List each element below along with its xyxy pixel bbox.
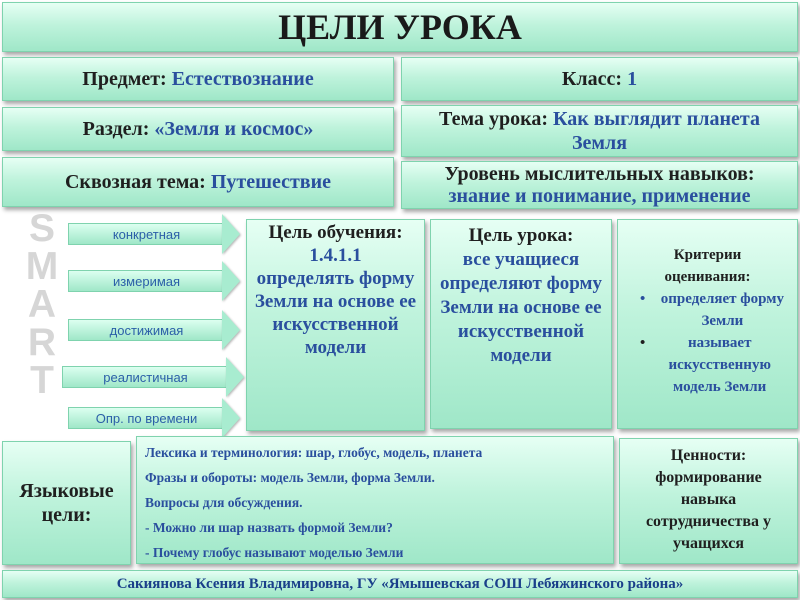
smart-letter-a: A <box>27 283 57 326</box>
section-label: Раздел: <box>82 117 150 140</box>
section-box <box>2 107 394 151</box>
language-goals-line: Фразы и обороты: модель Земли, форма Земли. <box>145 470 435 485</box>
language-goals-line: - Можно ли шар назвать формой Земли? <box>145 520 393 535</box>
smart-arrow-label: Опр. по времени <box>68 407 224 429</box>
learning-goal-text: определять форму Земли на основе ее искусственной модели <box>254 268 417 358</box>
learning-goal-box <box>246 219 425 431</box>
smart-letters <box>22 207 62 402</box>
grade-value: 1 <box>627 67 638 90</box>
smart-arrow-measurable <box>68 261 240 301</box>
lesson-goal-text: все учащиеся определяют форму Земли на основе ее искусственной модели <box>440 249 602 366</box>
topic-label: Тема урока: <box>439 108 548 130</box>
subject-box <box>2 57 394 101</box>
arrow-head-icon <box>222 261 240 301</box>
criteria-box <box>617 219 798 429</box>
topic-value: Как выглядит планета Земля <box>552 108 760 154</box>
smart-arrow-timebound <box>68 398 240 438</box>
smart-arrow-label: достижимая <box>68 319 224 341</box>
smart-arrow-achievable <box>68 310 240 350</box>
arrow-head-icon <box>222 310 240 350</box>
lesson-goal-label: Цель урока: <box>468 225 574 246</box>
smart-arrow-realistic <box>62 357 244 397</box>
page-title-box <box>2 2 798 52</box>
thinking-level-box <box>401 161 798 209</box>
language-goals-label: Языковые цели: <box>19 480 114 526</box>
criteria-item <box>618 288 797 332</box>
bullet-icon: • <box>640 335 646 351</box>
criteria-label: Критерии оценивания: <box>664 247 751 285</box>
criteria-item <box>618 332 797 398</box>
language-goals-content <box>136 436 614 564</box>
values-label: Ценности: <box>670 447 747 464</box>
criteria-item-text: определяет форму Земли <box>660 291 784 329</box>
criteria-item-text: называет искусственную модель Земли <box>668 335 771 395</box>
smart-arrow-label: реалистичная <box>62 366 228 388</box>
thinking-level-label: Уровень мыслительных навыков: <box>444 163 755 185</box>
language-goals-line: Лексика и терминология: шар, глобус, модель, планета <box>145 445 483 460</box>
topic-box <box>401 105 798 157</box>
section-value: «Земля и космос» <box>154 117 314 140</box>
smart-arrow-specific <box>68 214 240 254</box>
subject-label: Предмет: <box>82 67 167 90</box>
smart-arrow-label: измеримая <box>68 270 224 292</box>
bullet-icon: • <box>640 291 646 307</box>
grade-label: Класс: <box>561 67 623 90</box>
arrow-head-icon <box>222 214 240 254</box>
smart-letter-m: M <box>25 245 59 288</box>
arrow-head-icon <box>226 357 244 397</box>
language-goals-label-box <box>2 441 131 565</box>
learning-goal-code: 1.4.1.1 <box>309 245 362 266</box>
lesson-goal-box <box>430 219 612 429</box>
values-text: формирование навыка сотрудничества у учащихся <box>645 469 772 552</box>
page-title: ЦЕЛИ УРОКА <box>278 7 522 47</box>
subject-value: Естествознание <box>171 67 314 90</box>
smart-arrow-label: конкретная <box>68 223 224 245</box>
learning-goal-label: Цель обучения: <box>268 222 403 243</box>
cross-theme-value: Путешествие <box>210 170 332 193</box>
values-box <box>619 438 798 564</box>
thinking-level-value: знание и понимание, применение <box>448 185 751 207</box>
smart-letter-t: T <box>30 359 54 402</box>
arrow-head-icon <box>222 398 240 438</box>
grade-box <box>401 57 798 101</box>
smart-letter-s: S <box>28 207 55 250</box>
language-goals-line: - Почему глобус называют моделью Земли <box>145 545 404 560</box>
language-goals-line: Вопросы для обсуждения. <box>145 495 303 510</box>
footer <box>2 570 798 598</box>
cross-theme-box <box>2 157 394 207</box>
cross-theme-label: Сквозная тема: <box>64 170 206 193</box>
footer-text: Сакиянова Ксения Владимировна, ГУ «Ямышевская СОШ Лебяжинского района» <box>116 575 684 592</box>
smart-letter-r: R <box>27 321 57 364</box>
